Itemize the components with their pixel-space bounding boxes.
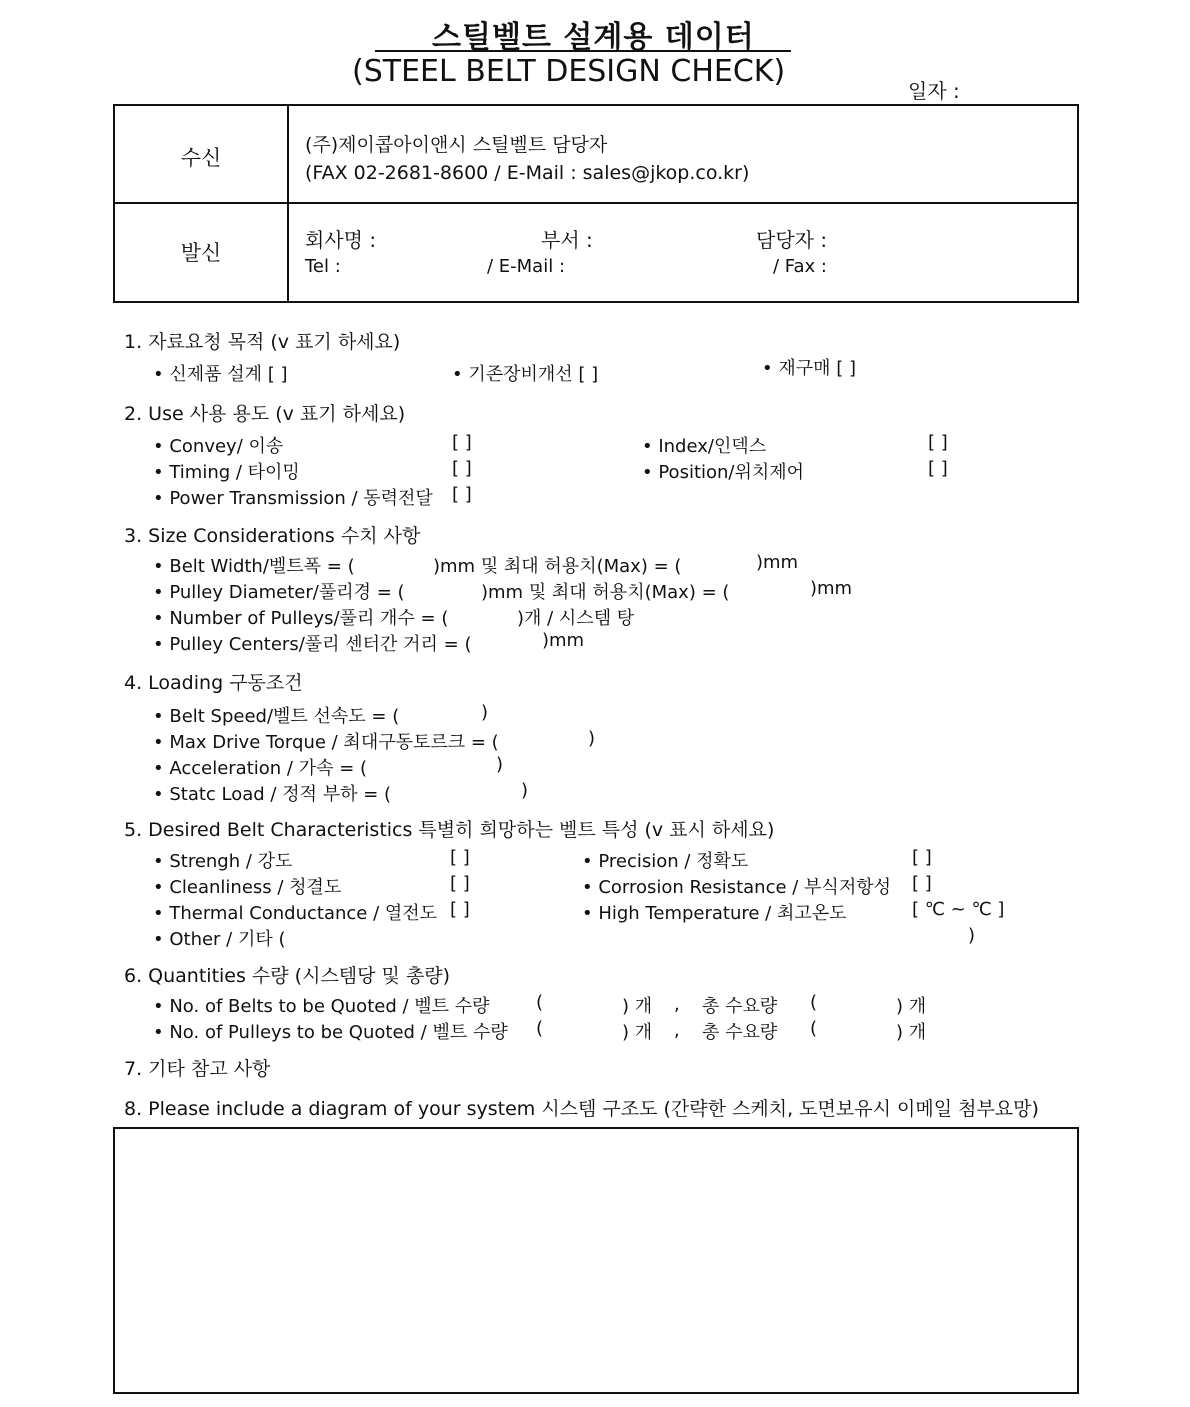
qty-belts-comma: , — [674, 994, 680, 1015]
char-cleanliness: • Cleanliness / 청결도 — [153, 877, 342, 898]
qty-belts-unit: ) 개 — [622, 996, 653, 1017]
qty-belts-open: ( — [536, 992, 544, 1013]
page-title-english: (STEEL BELT DESIGN CHECK) — [352, 54, 786, 89]
system-diagram-area[interactable] — [113, 1127, 1079, 1394]
use-timing: • Timing / 타이밍 — [153, 462, 300, 483]
pulley-diameter-max-unit: )mm — [810, 578, 853, 599]
use-convey: • Convey/ 이송 — [153, 436, 284, 457]
char-thermal-checkbox[interactable]: [ ] — [450, 899, 470, 920]
acceleration-close: ) — [496, 754, 504, 775]
pulley-count-label: • Number of Pulleys/풀리 개수 = ( — [153, 608, 449, 629]
use-timing-checkbox[interactable]: [ ] — [452, 458, 472, 479]
page-title-korean: 스틸벨트 설계용 데이터 — [432, 20, 755, 55]
header-horizontal-divider — [115, 202, 1077, 204]
purpose-improve-equipment[interactable]: • 기존장비개선 [ ] — [452, 364, 599, 385]
acceleration-label: • Acceleration / 가속 = ( — [153, 758, 368, 779]
char-strength: • Strengh / 강도 — [153, 851, 293, 872]
sender-tel-field[interactable]: Tel : — [305, 256, 341, 277]
use-power-checkbox[interactable]: [ ] — [452, 484, 472, 505]
use-position-checkbox[interactable]: [ ] — [928, 458, 948, 479]
date-label: 일자 : — [908, 79, 960, 103]
char-other: • Other / 기타 ( — [153, 929, 286, 950]
pulley-centers-label: • Pulley Centers/풀리 센터간 거리 = ( — [153, 634, 472, 655]
qty-pulleys-total-label: 총 수요량 — [702, 1022, 778, 1043]
use-index: • Index/인덱스 — [642, 436, 767, 457]
purpose-repurchase[interactable]: • 재구매 [ ] — [762, 358, 856, 379]
char-precision: • Precision / 정확도 — [582, 851, 749, 872]
belt-speed-label: • Belt Speed/벨트 선속도 = ( — [153, 706, 400, 727]
qty-pulleys-label: • No. of Pulleys to be Quoted / 벨트 수량 — [153, 1022, 508, 1043]
char-cleanliness-checkbox[interactable]: [ ] — [450, 873, 470, 894]
recipient-label: 수신 — [180, 146, 222, 170]
section-8-title: 8. Please include a diagram of your system 시스템 구조도 (간략한 스케치, 도면보유시 이메일 첨부요망) — [124, 1098, 1039, 1120]
recipient-line-2: (FAX 02-2681-8600 / E-Mail : sales@jkop.co.kr) — [305, 162, 750, 184]
max-drive-torque-label: • Max Drive Torque / 최대구동토르크 = ( — [153, 732, 499, 753]
belt-width-max-label: )mm 및 최대 허용치(Max) = ( — [433, 556, 682, 577]
belt-speed-close: ) — [481, 702, 489, 723]
section-5-title: 5. Desired Belt Characteristics 특별히 희망하는 벨트 특성 (v 표시 하세요) — [124, 819, 775, 841]
char-precision-checkbox[interactable]: [ ] — [912, 847, 932, 868]
char-other-close: ) — [968, 925, 976, 946]
qty-belts-total-label: 총 수요량 — [702, 996, 778, 1017]
pulley-count-unit: )개 / 시스템 탕 — [517, 608, 635, 629]
purpose-new-design[interactable]: • 신제품 설계 [ ] — [153, 364, 288, 385]
sender-department-field[interactable]: 부서 : — [541, 228, 593, 252]
qty-pulleys-unit: ) 개 — [622, 1022, 653, 1043]
title-underline — [375, 50, 791, 52]
qty-belts-total-open: ( — [810, 992, 818, 1013]
belt-width-max-unit: )mm — [756, 552, 799, 573]
qty-pulleys-total-unit: ) 개 — [896, 1022, 927, 1043]
max-drive-torque-close: ) — [588, 728, 596, 749]
char-corrosion-resistance: • Corrosion Resistance / 부식저항성 — [582, 877, 891, 898]
sender-contact-field[interactable]: 담당자 : — [756, 228, 828, 252]
char-corrosion-checkbox[interactable]: [ ] — [912, 873, 932, 894]
pulley-centers-unit: )mm — [542, 630, 585, 651]
use-index-checkbox[interactable]: [ ] — [928, 432, 948, 453]
pulley-diameter-max-label: )mm 및 최대 허용치(Max) = ( — [481, 582, 730, 603]
header-info-box — [113, 104, 1079, 303]
char-high-temperature: • High Temperature / 최고온도 — [582, 903, 847, 924]
sender-fax-field[interactable]: / Fax : — [773, 256, 827, 277]
use-position: • Position/위치제어 — [642, 462, 805, 483]
belt-width-label: • Belt Width/벨트폭 = ( — [153, 556, 355, 577]
sender-company-field[interactable]: 회사명 : — [305, 228, 377, 252]
static-load-close: ) — [521, 780, 529, 801]
section-1-title: 1. 자료요청 목적 (v 표기 하세요) — [124, 331, 401, 353]
section-3-title: 3. Size Considerations 수치 사항 — [124, 525, 421, 547]
section-4-title: 4. Loading 구동조건 — [124, 672, 303, 694]
section-6-title: 6. Quantities 수량 (시스템당 및 총량) — [124, 965, 451, 987]
char-temperature-range[interactable]: [ ℃ ~ ℃ ] — [912, 899, 1005, 920]
qty-belts-label: • No. of Belts to be Quoted / 벨트 수량 — [153, 996, 490, 1017]
recipient-line-1: (주)제이콥아이앤시 스틸벨트 담당자 — [305, 134, 608, 156]
section-2-title: 2. Use 사용 용도 (v 표기 하세요) — [124, 403, 406, 425]
char-strength-checkbox[interactable]: [ ] — [450, 847, 470, 868]
sender-label: 발신 — [180, 241, 222, 265]
use-power-transmission: • Power Transmission / 동력전달 — [153, 488, 433, 509]
pulley-diameter-label: • Pulley Diameter/풀리경 = ( — [153, 582, 405, 603]
sender-email-field[interactable]: / E-Mail : — [487, 256, 566, 277]
qty-belts-total-unit: ) 개 — [896, 996, 927, 1017]
use-convey-checkbox[interactable]: [ ] — [452, 432, 472, 453]
qty-pulleys-comma: , — [674, 1020, 680, 1041]
qty-pulleys-total-open: ( — [810, 1018, 818, 1039]
char-thermal-conductance: • Thermal Conductance / 열전도 — [153, 903, 438, 924]
qty-pulleys-open: ( — [536, 1018, 544, 1039]
static-load-label: • Statc Load / 정적 부하 = ( — [153, 784, 392, 805]
section-7-title: 7. 기타 참고 사항 — [124, 1058, 271, 1080]
